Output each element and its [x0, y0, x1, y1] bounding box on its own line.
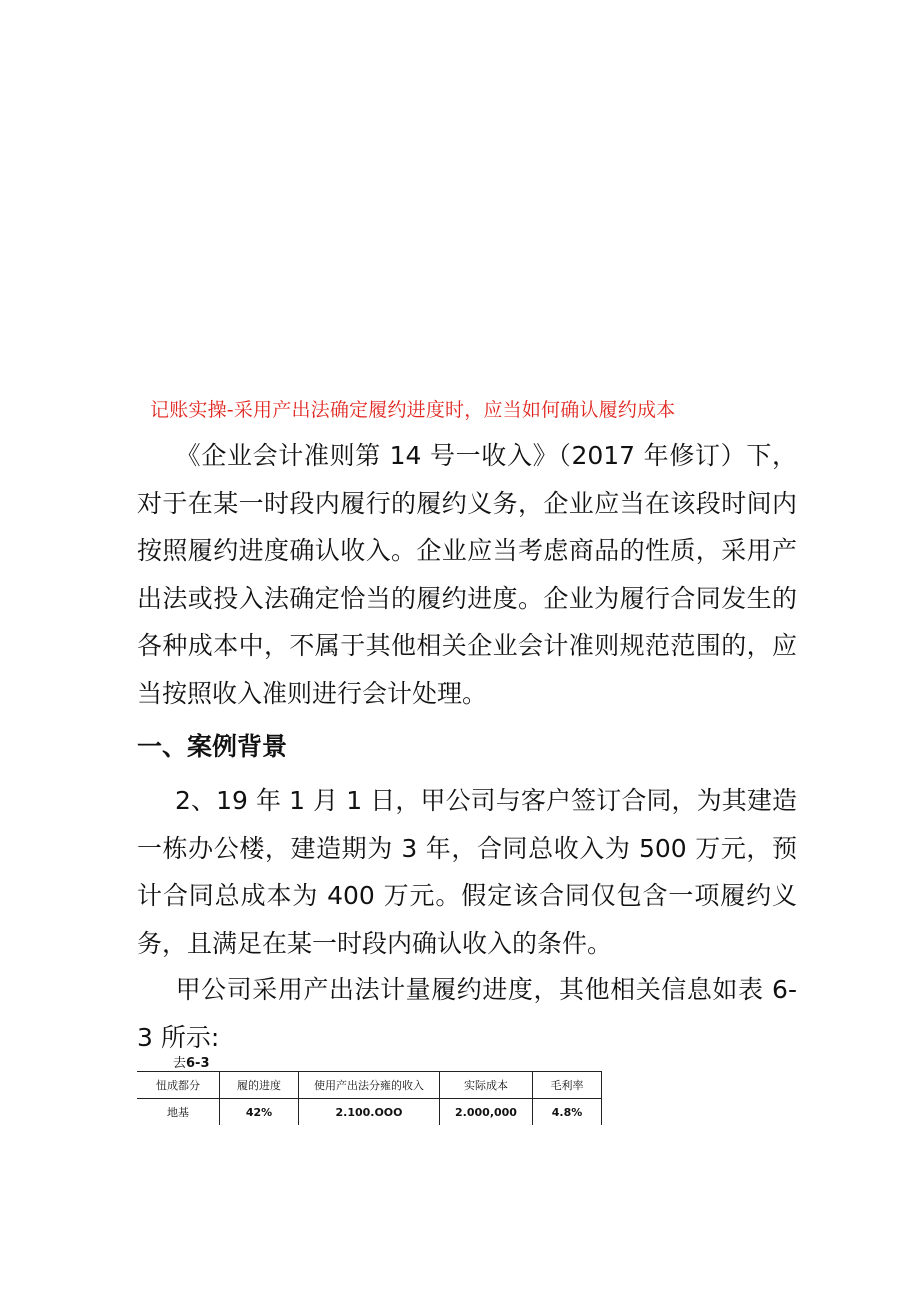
header-cell: 忸成都分 — [137, 1072, 220, 1099]
table-cell: 4.8% — [533, 1099, 602, 1126]
case-paragraph-text: 2、19 年 1 月 1 日，甲公司与客户签订合同，为其建造一栋办公楼，建造期为 3 年，合同总收入为 500 万元，预计合同总成本为 400 万元。假定该合同仅包含一项履约义务，且满足在某一时段内确认收入的条件。 — [137, 786, 797, 958]
section-heading-background: 一、案例背景 — [137, 732, 288, 761]
method-paragraph-text: 甲公司采用产出法计量履约进度，其他相关信息如表 6-3 所示: — [137, 975, 797, 1052]
case-paragraph — [137, 777, 797, 967]
header-cell: 实际成本 — [440, 1072, 533, 1099]
header-cell: 使用产出法分雍的收入 — [299, 1072, 440, 1099]
method-paragraph — [137, 966, 797, 1061]
table-caption-prefix: 去 — [173, 1056, 187, 1071]
header-cell: 履的进度 — [220, 1072, 299, 1099]
progress-table — [137, 1071, 602, 1125]
intro-paragraph-text: 《企业会计准则第 14 号一收入》（2017 年修订）下，对于在某一时段内履行的履约义务，企业应当在该段时间内按照履约进度确认收入。企业应当考虑商品的性质，采用产出法或投入法确定恰当的履约进度。企业为履行合同发生的各种成本中，不属于其他相关企业会计准则规范范围的，应当按照收入准则进行会计处理。 — [137, 441, 797, 708]
article-title: 记账实操-采用产出法确定履约进度时，应当如何确认履约成本 — [150, 399, 676, 421]
table-caption-number: 6-3 — [186, 1056, 210, 1071]
table-cell: 42% — [220, 1099, 299, 1126]
table-caption — [173, 1052, 210, 1071]
header-cell: 毛利率 — [533, 1072, 602, 1099]
table-cell: 2.000,000 — [440, 1099, 533, 1126]
intro-paragraph — [137, 432, 797, 717]
table-cell: 2.100.OOO — [299, 1099, 440, 1126]
table-cell: 地基 — [137, 1099, 220, 1126]
table-row — [137, 1099, 602, 1126]
table-header-row — [137, 1072, 602, 1099]
